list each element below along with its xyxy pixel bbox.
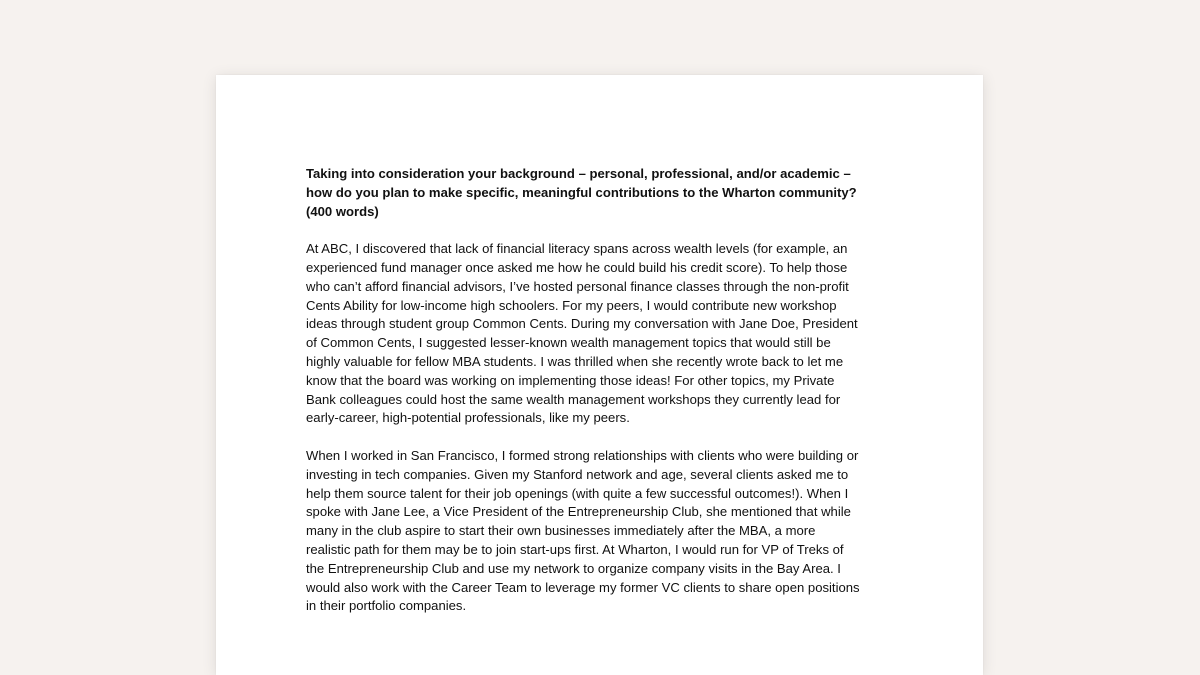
essay-prompt: Taking into consideration your background – personal, professional, and/or academic – how do you plan to make specific, meaningful contributions to the Wharton community? (400 words) <box>306 166 857 219</box>
essay-paragraph-2: When I worked in San Francisco, I formed strong relationships with clients who were building or investing in tech companies. Given my Stanford network and age, several clients asked me to help them source talent for their job openings (with quite a few successful outcomes!). When I spoke with Jane Lee, a Vice President of the Entrepreneurship Club, she mentioned that while many in the club aspire to start their own businesses immediately after the MBA, a more realistic path for them may be to join start-ups first. At Wharton, I would run for VP of Treks of the Entrepreneurship Club and use my network to organize company visits in the Bay Area. I would also work with the Career Team to leverage my former VC clients to share open positions in their portfolio companies. <box>306 447 860 614</box>
essay-paragraph-1: At ABC, I discovered that lack of financial literacy spans across wealth levels (for example, an experienced fund manager once asked me how he could build his credit score). To help those who can’t afford financial advisors, I’ve hosted personal finance classes through the non-profit Cents Ability for low-income high schoolers. For my peers, I would contribute new workshop ideas through student group Common Cents. During my conversation with Jane Doe, President of Common Cents, I suggested lesser-known wealth management topics that would still be highly valuable for fellow MBA students. I was thrilled when she recently wrote back to let me know that the board was working on implementing those ideas! For other topics, my Private Bank colleagues could host the same wealth management workshops they currently lead for early-career, high-potential professionals, like my peers. <box>306 241 858 426</box>
document-body <box>306 165 896 635</box>
document-page <box>216 75 983 675</box>
